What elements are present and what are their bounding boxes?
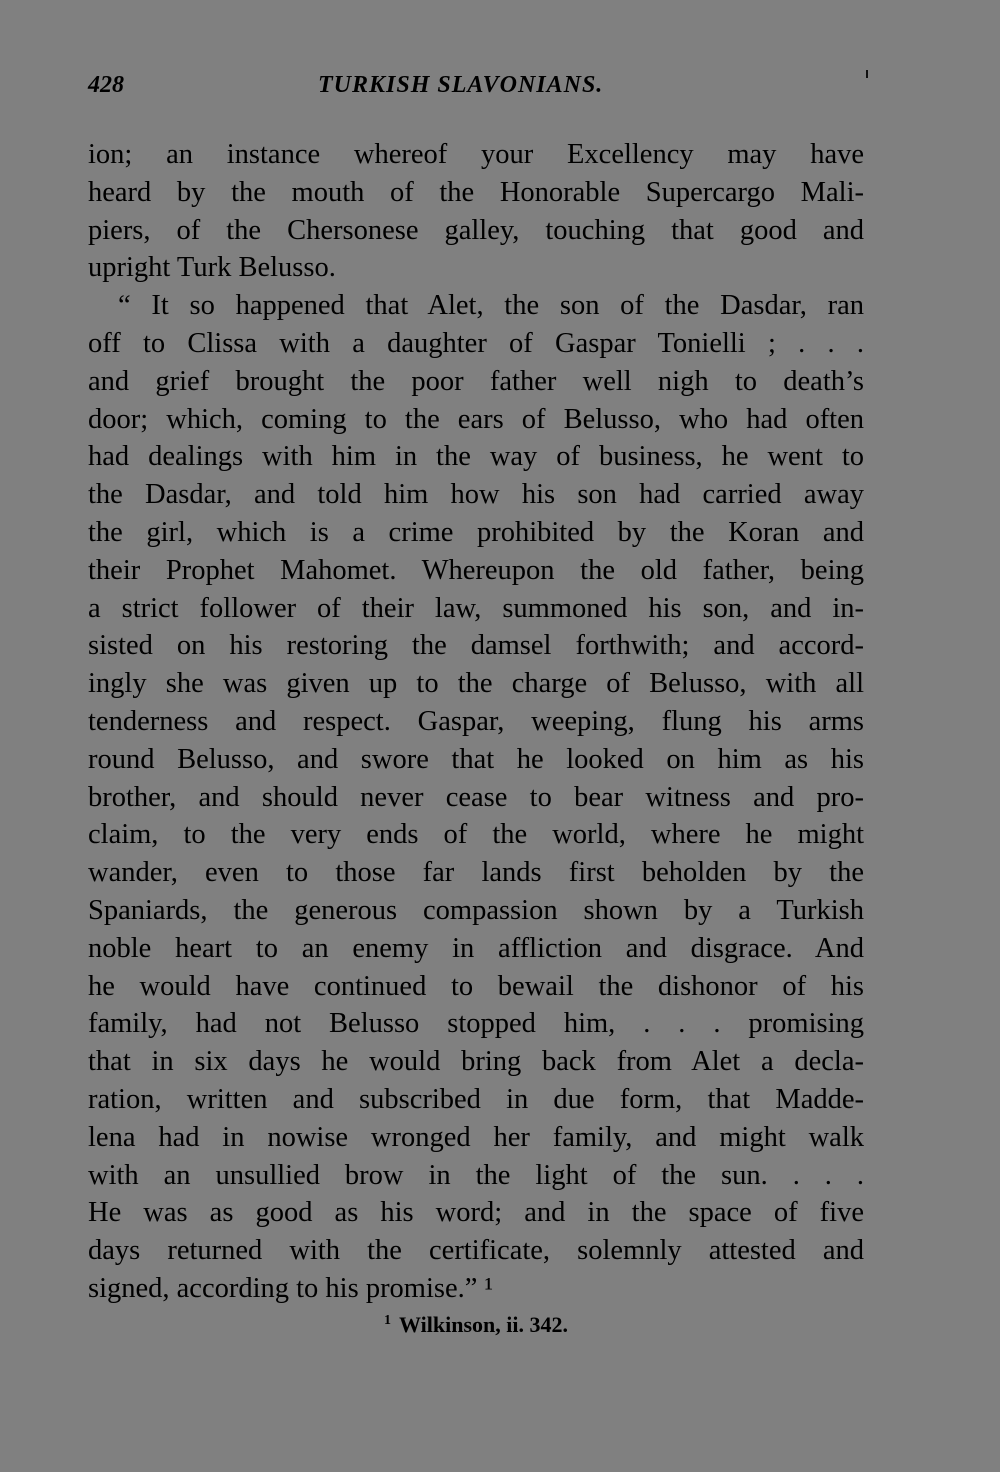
text-line: days returned with the certificate, solemnly attested and bbox=[88, 1235, 864, 1267]
stray-mark bbox=[866, 70, 868, 78]
text-line: off to Clissa with a daughter of Gaspar Tonielli ; . . . bbox=[88, 327, 864, 359]
body-text bbox=[88, 136, 864, 1308]
text-line: a strict follower of their law, summoned his son, and in- bbox=[88, 592, 864, 624]
text-line: and grief brought the poor father well nigh to death’s bbox=[88, 365, 864, 397]
text-line: He was as good as his word; and in the space of five bbox=[88, 1197, 864, 1229]
page-number: 428 bbox=[88, 72, 124, 98]
text-line: had dealings with him in the way of business, he went to bbox=[88, 441, 864, 473]
text-line: brother, and should never cease to bear witness and pro- bbox=[88, 781, 864, 813]
text-line: he would have continued to bewail the dishonor of his bbox=[88, 970, 864, 1002]
footnote-text: Wilkinson, ii. 342. bbox=[399, 1312, 568, 1337]
running-title: TURKISH SLAVONIANS. bbox=[318, 72, 604, 98]
text-line: piers, of the Chersonese galley, touching that good and bbox=[88, 214, 864, 246]
text-line: upright Turk Belusso. bbox=[88, 252, 336, 284]
text-line: heard by the mouth of the Honorable Supercargo Mali- bbox=[88, 176, 864, 208]
footnote bbox=[88, 1312, 864, 1338]
text-line: with an unsullied brow in the light of the sun. . . . bbox=[88, 1159, 864, 1191]
text-line: Spaniards, the generous compassion shown by a Turkish bbox=[88, 894, 864, 926]
running-head bbox=[88, 72, 868, 106]
text-line: “ It so happened that Alet, the son of the Dasdar, ran bbox=[118, 290, 864, 322]
text-line: their Prophet Mahomet. Whereupon the old father, being bbox=[88, 554, 864, 586]
text-line: claim, to the very ends of the world, where he might bbox=[88, 819, 864, 851]
text-line: tenderness and respect. Gaspar, weeping, flung his arms bbox=[88, 705, 864, 737]
text-line: the girl, which is a crime prohibited by the Koran and bbox=[88, 516, 864, 548]
text-line: that in six days he would bring back from Alet a decla- bbox=[88, 1046, 864, 1078]
text-line: ration, written and subscribed in due form, that Madde- bbox=[88, 1083, 864, 1115]
text-line: lena had in nowise wronged her family, and might walk bbox=[88, 1121, 864, 1153]
text-line: noble heart to an enemy in affliction and disgrace. And bbox=[88, 932, 864, 964]
text-line: ingly she was given up to the charge of Belusso, with all bbox=[88, 668, 864, 700]
footnote-marker: 1 bbox=[384, 1312, 392, 1328]
text-line: ion; an instance whereof your Excellency may have bbox=[88, 139, 864, 170]
text-line: family, had not Belusso stopped him, . . . promising bbox=[88, 1008, 864, 1040]
text-line: round Belusso, and swore that he looked on him as his bbox=[88, 743, 864, 775]
text-line: signed, according to his promise.” ¹ bbox=[88, 1272, 494, 1304]
text-line: sisted on his restoring the damsel forthwith; and accord- bbox=[88, 630, 864, 662]
text-line: door; which, coming to the ears of Belusso, who had often bbox=[88, 403, 864, 435]
text-line: wander, even to those far lands first beholden by the bbox=[88, 857, 864, 889]
text-line: the Dasdar, and told him how his son had carried away bbox=[88, 479, 864, 511]
